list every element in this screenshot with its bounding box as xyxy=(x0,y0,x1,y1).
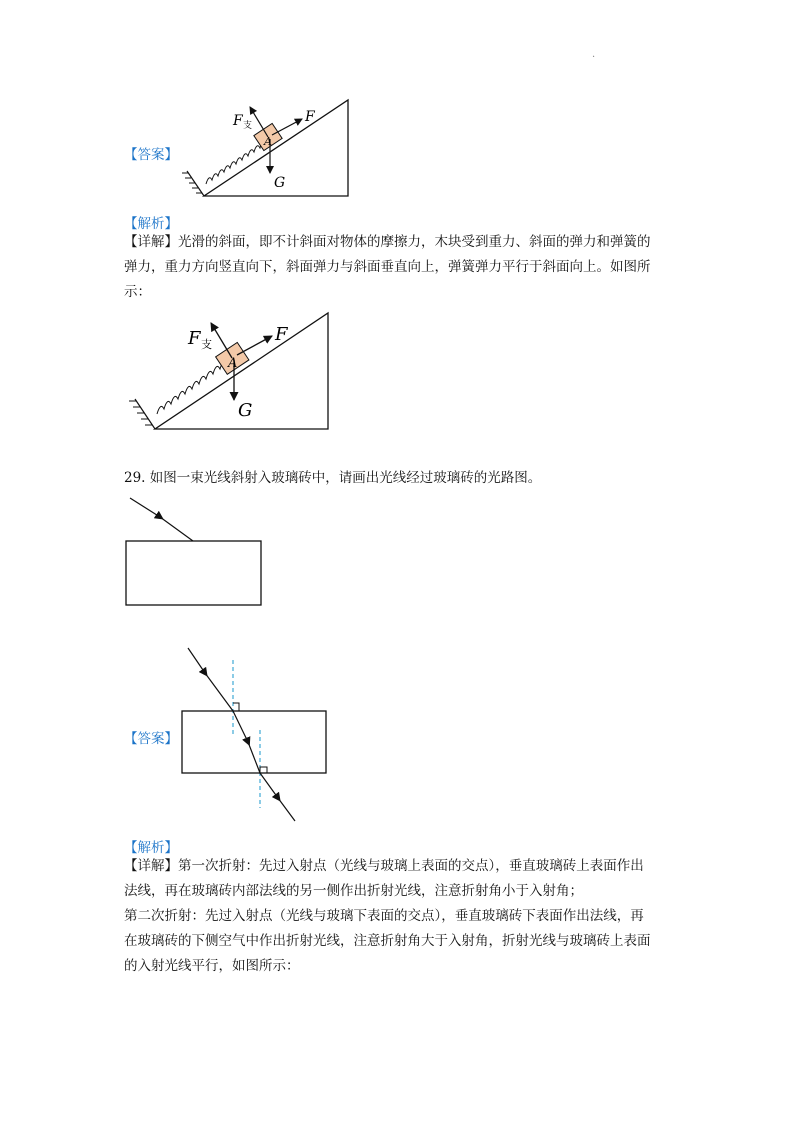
label-f-spring: F xyxy=(275,324,288,345)
q28-detail-line-3: 示： xyxy=(124,284,151,300)
q29-detail-line-2: 法线，再在玻璃砖内部法线的另一侧作出折射光线，注意折射角小于入射角； xyxy=(124,883,583,899)
q29-detail-label: 【详解】 xyxy=(124,858,178,874)
spring-force-arrow xyxy=(237,336,272,355)
incident-ray xyxy=(130,498,193,541)
glass-block xyxy=(182,711,326,773)
q29-detail-line-1: 第一次折射：先过入射点（光线与玻璃上表面的交点），垂直玻璃砖上表面作出 xyxy=(178,858,644,874)
q28-detail-label: 【详解】 xyxy=(124,234,178,250)
q29-detail-line-3: 第二次折射：先过入射点（光线与玻璃下表面的交点），垂直玻璃砖下表面作出法线，再 xyxy=(124,908,644,924)
label-f-support: F xyxy=(188,328,201,349)
q28-detail-line-1: 光滑的斜面，即不计斜面对物体的摩擦力，木块受到重力、斜面的弹力和弹簧的 xyxy=(178,234,651,250)
q29-answer-diagram xyxy=(178,640,333,825)
q29-analysis-label: 【解析】 xyxy=(124,840,178,856)
right-angle-mark-bottom xyxy=(260,767,267,773)
spring-force-arrow xyxy=(272,119,302,135)
right-angle-mark-top xyxy=(233,703,239,711)
q29-detail-line-5: 的入射光线平行，如图所示： xyxy=(124,958,300,974)
label-f-spring: F xyxy=(305,109,315,125)
q29-question-diagram xyxy=(120,490,270,612)
q29-answer-label: 【答案】 xyxy=(124,731,178,747)
q28-answer-label: 【答案】 xyxy=(124,147,178,163)
q28-detail xyxy=(124,230,684,305)
label-f-support: F xyxy=(233,113,243,129)
q28-explanation-diagram xyxy=(125,308,335,433)
label-f-support-sub: 支 xyxy=(201,338,212,351)
glass-block xyxy=(126,541,261,605)
label-gravity: G xyxy=(274,175,286,191)
q28-detail-line-2: 弹力，重力方向竖直向下，斜面弹力与斜面垂直向上，弹簧弹力平行于斜面向上。如图所 xyxy=(124,259,651,275)
q29-detail xyxy=(124,854,694,979)
q29-detail-line-4: 在玻璃砖的下侧空气中作出折射光线，注意折射角大于入射角，折射光线与玻璃砖上表面 xyxy=(124,933,651,949)
q29-question: 29. 如图一束光线斜射入玻璃砖中，请画出光线经过玻璃砖的光路图。 xyxy=(124,470,542,486)
label-block: A xyxy=(228,356,238,371)
q28-analysis-label: 【解析】 xyxy=(124,216,178,232)
refracted-ray xyxy=(233,711,260,773)
emergent-ray xyxy=(260,773,295,821)
label-f-support-sub: 支 xyxy=(243,121,253,131)
incident-ray xyxy=(188,648,233,711)
header-mark: · xyxy=(592,52,596,63)
label-gravity: G xyxy=(238,400,253,421)
q28-answer-diagram xyxy=(178,95,358,205)
label-block: A xyxy=(264,135,272,148)
